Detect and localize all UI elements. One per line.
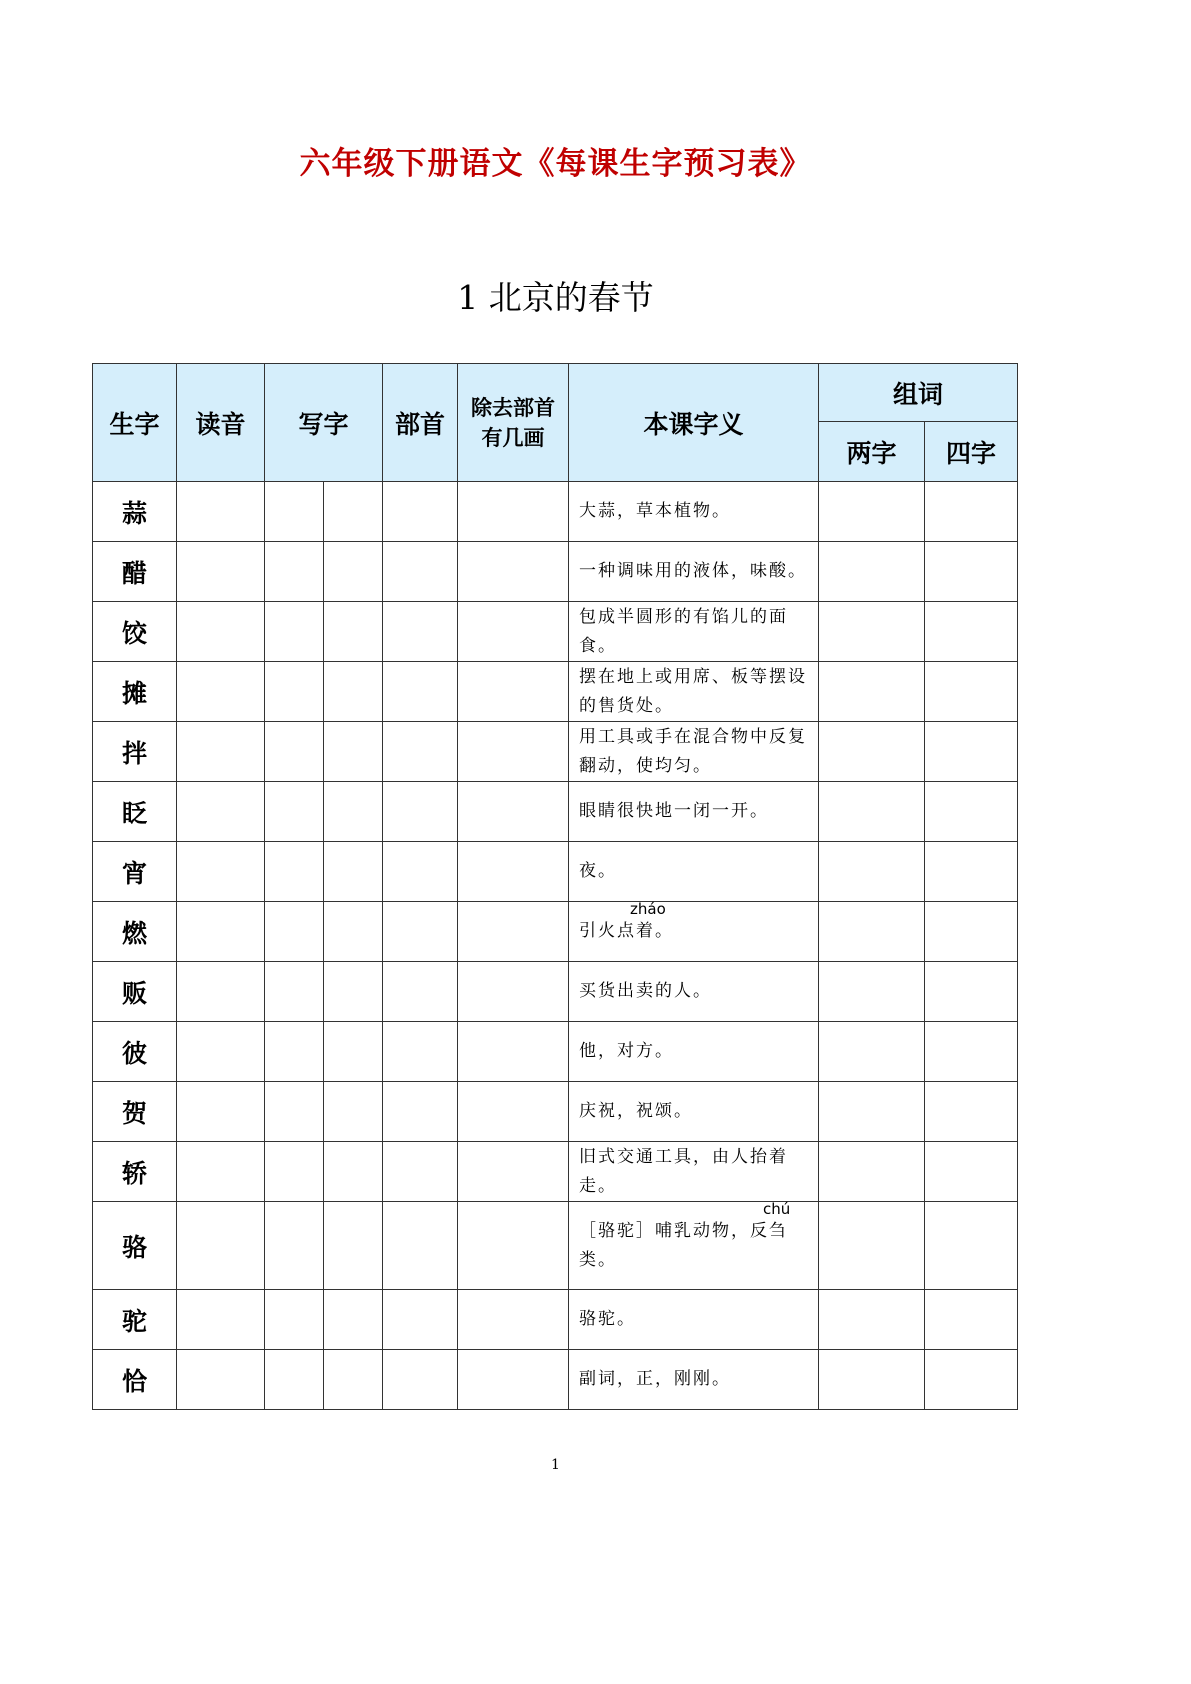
four-char-word-cell[interactable] [925,1142,1018,1202]
document-title-text: 六年级下册语文《每课生字预习表》 [299,146,812,182]
meaning-cell [569,1290,819,1350]
header-meaning: 本课字义 [569,364,819,482]
char-cell: 宵 [93,842,177,902]
radical-input-cell[interactable] [383,1290,458,1350]
strokes-input-cell[interactable] [458,1022,569,1082]
meaning-cell [569,1199,819,1290]
table-row [93,662,1018,722]
table-row [93,482,1018,542]
meaning-text: 摆在地上或用席、板等摆设的售货处。 [579,666,808,716]
table-row [93,962,1018,1022]
meaning-text: 他，对方。 [579,1041,675,1061]
two-char-word-cell[interactable] [819,482,925,542]
writing-cell-2[interactable] [324,602,383,662]
reading-input-cell[interactable] [177,1082,265,1142]
meaning-text: 包成半圆形的有馅儿的面食。 [579,606,789,656]
table-row [93,782,1018,842]
meaning-cell [569,542,819,602]
table-row [93,1202,1018,1290]
strokes-input-cell[interactable] [458,902,569,962]
writing-cell-1[interactable] [265,482,324,542]
writing-cell-2[interactable] [324,722,383,782]
two-char-word-cell[interactable] [819,1142,925,1202]
writing-cell-2[interactable] [324,782,383,842]
writing-cell-2[interactable] [324,1350,383,1410]
strokes-input-cell[interactable] [458,782,569,842]
reading-input-cell[interactable] [177,1022,265,1082]
header-radical: 部首 [383,364,458,482]
meaning-cell [569,1350,819,1410]
writing-cell-2[interactable] [324,1082,383,1142]
two-char-word-cell[interactable] [819,542,925,602]
two-char-word-cell[interactable] [819,1202,925,1290]
four-char-word-cell[interactable] [925,482,1018,542]
strokes-input-cell[interactable] [458,842,569,902]
strokes-input-cell[interactable] [458,1142,569,1202]
writing-cell-1[interactable] [265,1290,324,1350]
writing-cell-1[interactable] [265,1350,324,1410]
meaning-cell [569,962,819,1022]
reading-input-cell[interactable] [177,1202,265,1290]
page-number-text: 1 [551,1457,560,1473]
radical-input-cell[interactable] [383,542,458,602]
header-four-char: 四字 [925,422,1018,482]
radical-input-cell[interactable] [383,1082,458,1142]
writing-cell-2[interactable] [324,1022,383,1082]
reading-input-cell[interactable] [177,542,265,602]
four-char-word-cell[interactable] [925,1022,1018,1082]
meaning-text: 庆祝，祝颂。 [579,1101,694,1121]
radical-input-cell[interactable] [383,1350,458,1410]
strokes-input-cell[interactable] [458,542,569,602]
table-row [93,902,1018,962]
writing-cell-2[interactable] [324,542,383,602]
writing-cell-1[interactable] [265,662,324,722]
two-char-word-cell[interactable] [819,1022,925,1082]
meaning-text: 夜。 [579,861,618,881]
two-char-word-cell[interactable] [819,902,925,962]
strokes-input-cell[interactable] [458,722,569,782]
writing-cell-1[interactable] [265,722,324,782]
char-cell: 轿 [93,1142,177,1202]
four-char-word-cell[interactable] [925,1082,1018,1142]
four-char-word-cell[interactable] [925,842,1018,902]
char-cell: 彼 [93,1022,177,1082]
page-number [0,1457,1191,1473]
reading-input-cell[interactable] [177,722,265,782]
meaning-cell [569,782,819,842]
meaning-cell [569,722,819,782]
ruby-base: 着 [636,921,656,941]
meaning-text: 引火点 [579,921,637,941]
meaning-cell [569,602,819,662]
header-strokes [458,364,569,482]
ruby-base: 刍 [769,1220,789,1241]
meaning-text: 旧式交通工具，由人抬着走。 [579,1146,789,1196]
strokes-input-cell[interactable] [458,1082,569,1142]
char-cell: 驼 [93,1290,177,1350]
table-row [93,1022,1018,1082]
four-char-word-cell[interactable] [925,1202,1018,1290]
char-cell: 骆 [93,1202,177,1290]
pinyin-text: chú [763,1199,791,1218]
four-char-word-cell[interactable] [925,542,1018,602]
reading-input-cell[interactable] [177,842,265,902]
meaning-cell [569,482,819,542]
reading-input-cell[interactable] [177,662,265,722]
writing-cell-2[interactable] [324,902,383,962]
reading-input-cell[interactable] [177,1350,265,1410]
reading-input-cell[interactable] [177,1290,265,1350]
writing-cell-2[interactable] [324,1202,383,1290]
header-strokes-text: 除去部首有几画 [471,395,556,450]
char-cell: 贺 [93,1082,177,1142]
meaning-text: 一种调味用的液体，味酸。 [579,561,808,581]
table-row [93,842,1018,902]
two-char-word-cell[interactable] [819,962,925,1022]
radical-input-cell[interactable] [383,902,458,962]
table-row [93,722,1018,782]
lesson-title-text: 1 北京的春节 [457,278,654,317]
two-char-word-cell[interactable] [819,662,925,722]
strokes-input-cell[interactable] [458,1290,569,1350]
meaning-cell [569,902,819,962]
meaning-cell [569,1142,819,1202]
reading-input-cell[interactable] [177,782,265,842]
reading-input-cell[interactable] [177,902,265,962]
writing-cell-1[interactable] [265,1202,324,1290]
strokes-input-cell[interactable] [458,482,569,542]
vocabulary-table [92,363,1018,1410]
char-cell: 醋 [93,542,177,602]
two-char-word-cell[interactable] [819,842,925,902]
table-row [93,1290,1018,1350]
writing-cell-2[interactable] [324,842,383,902]
char-cell: 燃 [93,902,177,962]
writing-cell-1[interactable] [265,842,324,902]
meaning-text: 副词，正，刚刚。 [579,1369,732,1389]
four-char-word-cell[interactable] [925,782,1018,842]
radical-input-cell[interactable] [383,1202,458,1290]
header-words: 组词 [819,364,1018,422]
meaning-cell [569,662,819,722]
two-char-word-cell[interactable] [819,1290,925,1350]
strokes-input-cell[interactable] [458,1350,569,1410]
four-char-word-cell[interactable] [925,662,1018,722]
four-char-word-cell[interactable] [925,722,1018,782]
strokes-input-cell[interactable] [458,602,569,662]
char-cell: 恰 [93,1350,177,1410]
writing-cell-2[interactable] [324,482,383,542]
document-title [0,138,1191,183]
four-char-word-cell[interactable] [925,602,1018,662]
two-char-word-cell[interactable] [819,782,925,842]
radical-input-cell[interactable] [383,1022,458,1082]
ruby-annotation [763,1199,791,1246]
writing-cell-2[interactable] [324,962,383,1022]
radical-input-cell[interactable] [383,482,458,542]
table-row [93,602,1018,662]
meaning-text: 骆驼。 [579,1309,637,1329]
char-cell: 拌 [93,722,177,782]
meaning-cell [569,1082,819,1142]
strokes-input-cell[interactable] [458,662,569,722]
writing-cell-1[interactable] [265,962,324,1022]
meaning-text: 眼睛很快地一闭一开。 [579,801,770,821]
two-char-word-cell[interactable] [819,602,925,662]
writing-cell-1[interactable] [265,782,324,842]
writing-cell-2[interactable] [324,1142,383,1202]
meaning-cell [569,1022,819,1082]
table-row [93,542,1018,602]
meaning-text: 买货出卖的人。 [579,981,713,1001]
meaning-text-end: 。 [655,921,675,941]
radical-input-cell[interactable] [383,782,458,842]
writing-cell-1[interactable] [265,1082,324,1142]
radical-input-cell[interactable] [383,842,458,902]
meaning-text-end: 类。 [579,1249,618,1270]
writing-cell-1[interactable] [265,602,324,662]
header-reading: 读音 [177,364,265,482]
four-char-word-cell[interactable] [925,1350,1018,1410]
writing-cell-2[interactable] [324,662,383,722]
reading-input-cell[interactable] [177,962,265,1022]
table-row [93,1142,1018,1202]
two-char-word-cell[interactable] [819,722,925,782]
meaning-text: 用工具或手在混合物中反复翻动，使均匀。 [579,726,808,776]
reading-input-cell[interactable] [177,1142,265,1202]
table-row [93,1350,1018,1410]
radical-input-cell[interactable] [383,602,458,662]
char-cell: 饺 [93,602,177,662]
two-char-word-cell[interactable] [819,1082,925,1142]
meaning-text: 大蒜，草本植物。 [579,501,732,521]
reading-input-cell[interactable] [177,482,265,542]
four-char-word-cell[interactable] [925,1290,1018,1350]
ruby-annotation [630,900,666,946]
char-cell: 眨 [93,782,177,842]
header-two-char: 两字 [819,422,925,482]
writing-cell-1[interactable] [265,902,324,962]
four-char-word-cell[interactable] [925,962,1018,1022]
writing-cell-1[interactable] [265,1022,324,1082]
two-char-word-cell[interactable] [819,1350,925,1410]
char-cell: 蒜 [93,482,177,542]
meaning-cell [569,842,819,902]
meaning-text: ［骆驼］哺乳动物，反 [579,1220,770,1241]
lesson-title [0,272,1191,319]
writing-cell-1[interactable] [265,1142,324,1202]
reading-input-cell[interactable] [177,602,265,662]
pinyin-text: zháo [630,900,666,918]
strokes-input-cell[interactable] [458,962,569,1022]
radical-input-cell[interactable] [383,722,458,782]
radical-input-cell[interactable] [383,962,458,1022]
radical-input-cell[interactable] [383,662,458,722]
radical-input-cell[interactable] [383,1142,458,1202]
table-row [93,1082,1018,1142]
char-cell: 摊 [93,662,177,722]
header-writing: 写字 [265,364,383,482]
char-cell: 贩 [93,962,177,1022]
header-char: 生字 [93,364,177,482]
four-char-word-cell[interactable] [925,902,1018,962]
writing-cell-1[interactable] [265,542,324,602]
strokes-input-cell[interactable] [458,1202,569,1290]
writing-cell-2[interactable] [324,1290,383,1350]
